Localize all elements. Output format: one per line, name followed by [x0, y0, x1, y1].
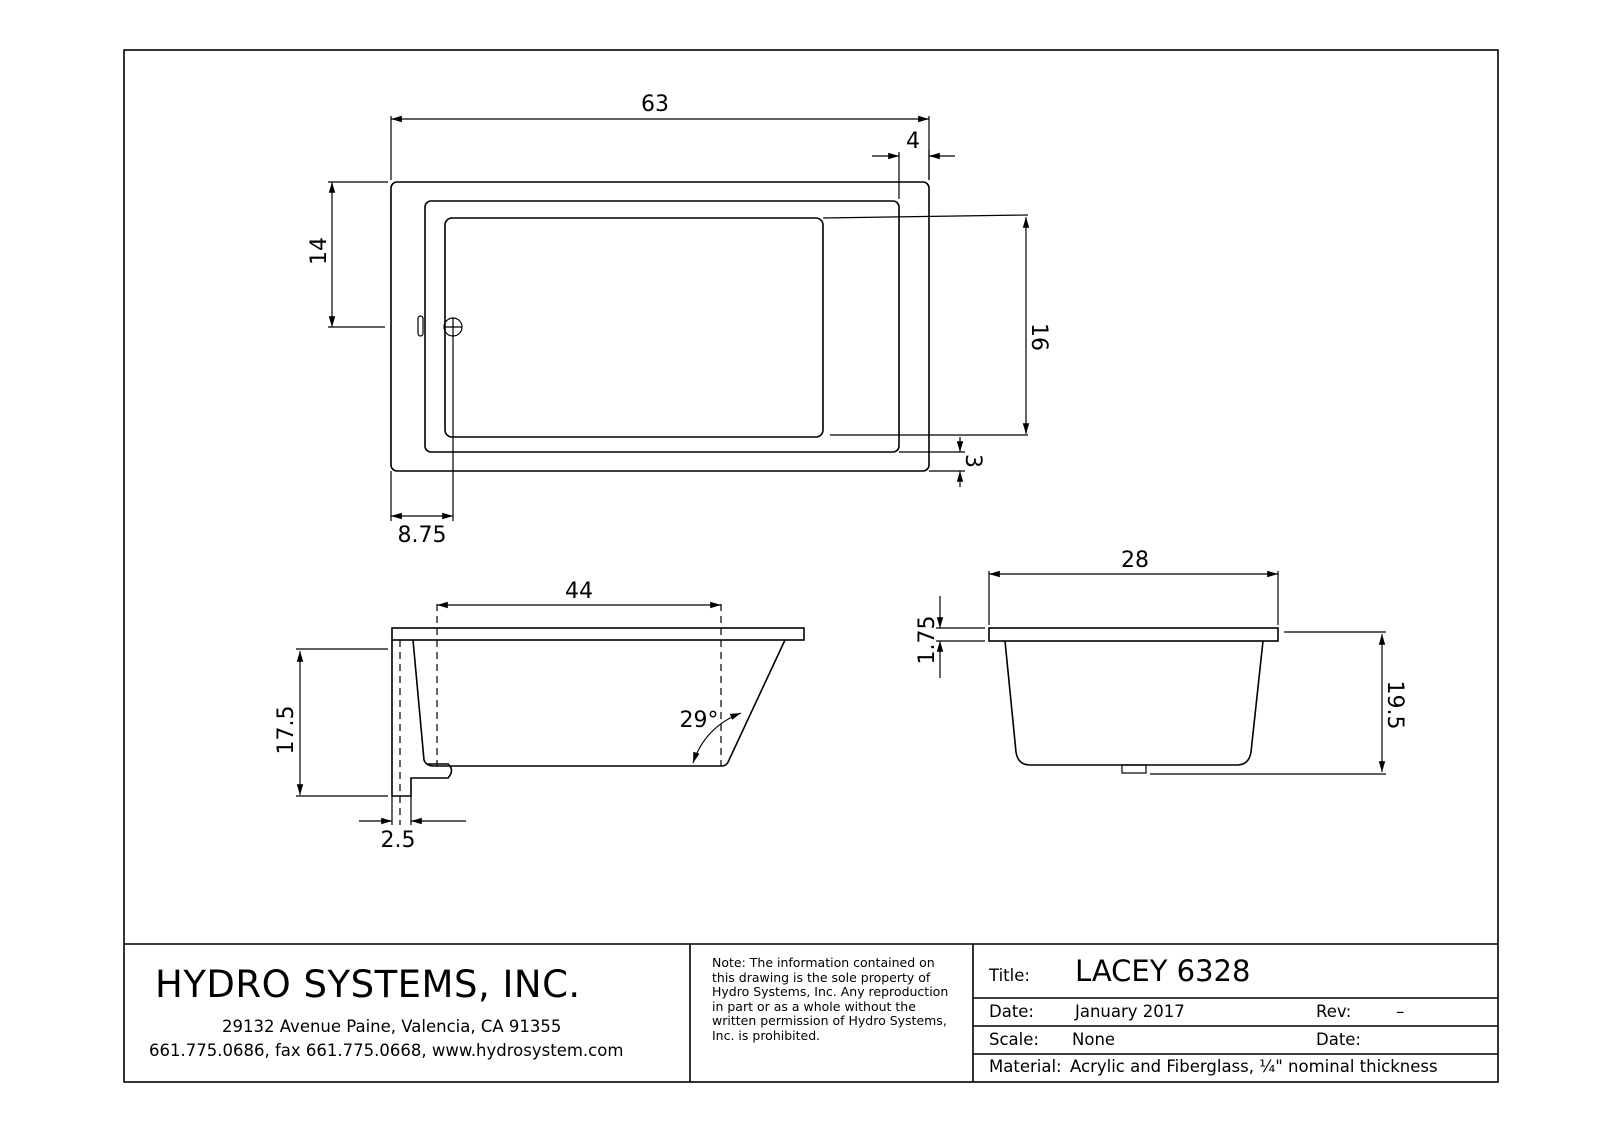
end-tub-body: [1005, 641, 1263, 765]
material-value: Acrylic and Fiberglass, ¼" nominal thickness: [1070, 1057, 1438, 1076]
dim-overall-length: 63: [641, 92, 669, 117]
date-value: January 2017: [1075, 1002, 1185, 1021]
dim-floor-width: 16: [1026, 323, 1051, 351]
side-rim: [392, 628, 804, 640]
company-contact: 661.775.0686, fax 661.775.0668, www.hydrosystem.com: [149, 1041, 624, 1060]
tub-floor: [445, 218, 823, 437]
dim-deck-end: 4: [906, 129, 920, 154]
material-label: Material:: [989, 1057, 1062, 1076]
dim-depth: 17.5: [274, 705, 299, 755]
overflow-symbol: [418, 316, 423, 336]
drain-stub: [1122, 765, 1146, 773]
company-address: 29132 Avenue Paine, Valencia, CA 91355: [222, 1017, 562, 1036]
tub-outer-rim: [391, 182, 929, 471]
date2-label: Date:: [1316, 1030, 1361, 1049]
scale-label: Scale:: [989, 1030, 1039, 1049]
dim-end-width: 28: [1121, 548, 1149, 573]
company-name: HYDRO SYSTEMS, INC.: [155, 963, 581, 1006]
dim-drain-offset: 14: [307, 237, 332, 265]
dim-apron: 2.5: [380, 828, 416, 853]
date-label: Date:: [989, 1002, 1034, 1021]
dim-deck-side: 3: [960, 454, 985, 468]
ownership-note: Note: The information contained on this drawing is the sole property of Hydro Systems, Inc. Any reproduction in part or as a whole without the written permission of Hydro Systems, Inc. is prohibited.: [712, 955, 949, 1043]
side-view: [274, 579, 804, 853]
end-rim: [989, 628, 1278, 641]
dim-rim-height: 1.75: [915, 615, 940, 665]
top-view: [307, 92, 1051, 548]
end-view: [915, 548, 1407, 774]
dim-end-height: 19.5: [1382, 680, 1407, 730]
sheet-border: [124, 50, 1498, 1082]
dim-overflow-offset: 8.75: [397, 523, 447, 548]
apron: [392, 640, 452, 796]
rev-label: Rev:: [1316, 1002, 1352, 1021]
tub-inner-rim: [425, 201, 899, 452]
rev-value: –: [1396, 1002, 1405, 1021]
side-tub-body: [413, 640, 785, 766]
scale-value: None: [1072, 1030, 1116, 1049]
title-label: Title:: [989, 966, 1030, 985]
dim-floor-length: 44: [565, 579, 593, 604]
drawing-title: LACEY 6328: [1075, 954, 1251, 988]
dim-slope-angle: 29°: [679, 708, 719, 733]
